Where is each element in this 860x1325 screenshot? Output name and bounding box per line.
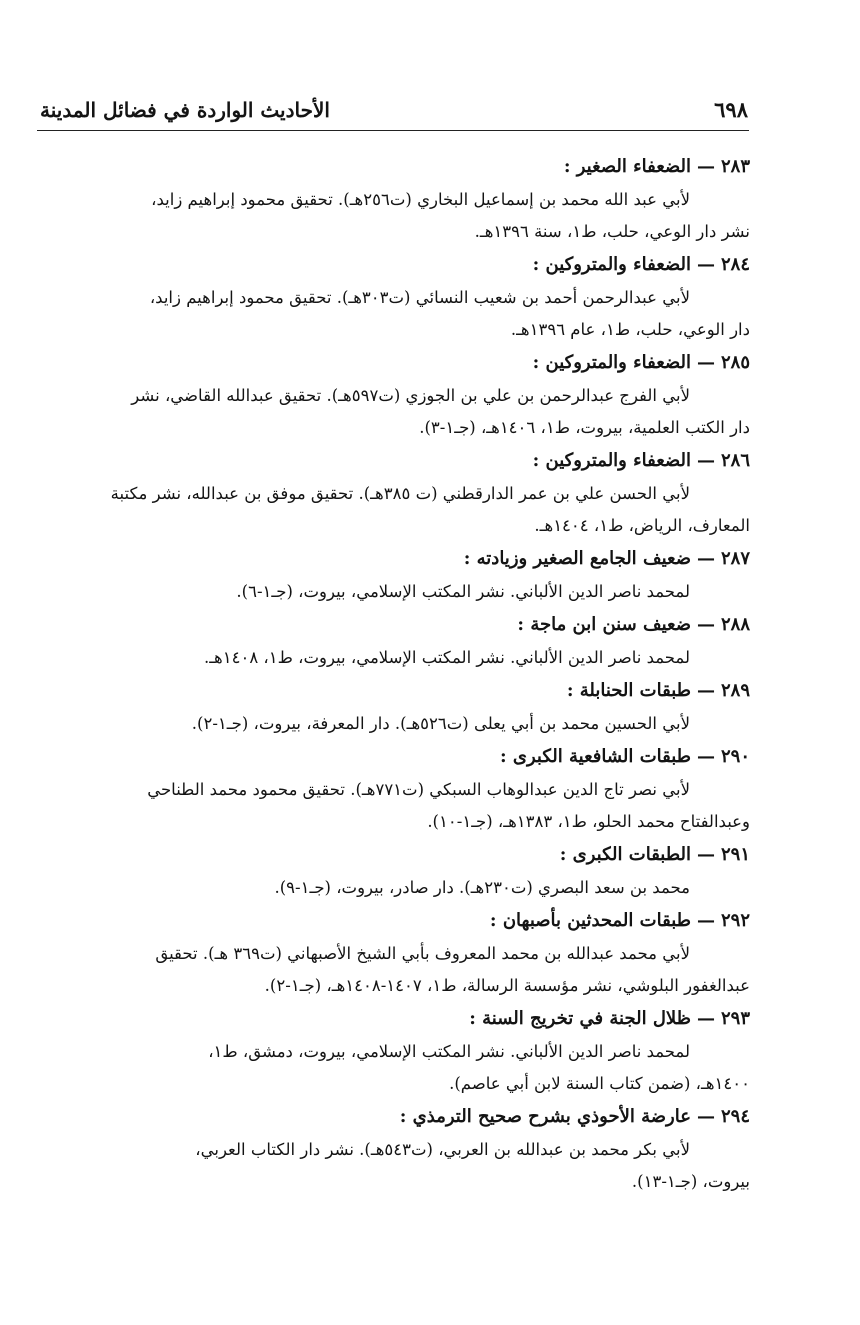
entry-number: ٢٩٠ — [720, 746, 750, 767]
entry-heading — [38, 674, 750, 708]
entry-line: لأبي الحسن علي بن عمر الدارقطني (ت ٣٨٥هـ). تحقيق موفق بن عبدالله، نشر مكتبة — [110, 484, 690, 503]
entry-description — [38, 938, 750, 1002]
page-number: ٦٩٨ — [714, 97, 748, 122]
bibliography-entry — [38, 674, 750, 740]
entry-line: دار الوعي، حلب، ط١، عام ١٣٩٦هـ. — [510, 320, 750, 339]
bibliography-list — [38, 150, 750, 1198]
entry-number: ٢٨٣ — [720, 156, 750, 177]
entry-dash: — — [696, 254, 715, 275]
entry-line: لأبي بكر محمد بن عبدالله بن العربي، (ت٥٤٣هـ). نشر دار الكتاب العربي، — [195, 1140, 690, 1159]
entry-number: ٢٨٧ — [720, 548, 750, 569]
entry-dash: — — [696, 746, 715, 767]
entry-dash: — — [696, 1008, 715, 1029]
header-rule — [37, 130, 749, 131]
bibliography-entry — [38, 346, 750, 444]
entry-title: الطبقات الكبرى : — [559, 844, 691, 865]
entry-line: محمد بن سعد البصري (ت٢٣٠هـ). دار صادر، بيروت، (جـ١-٩). — [274, 878, 690, 897]
entry-number: ٢٨٤ — [720, 254, 750, 275]
entry-description — [38, 774, 750, 838]
bibliography-entry — [38, 1100, 750, 1198]
entry-title: طبقات الشافعية الكبرى : — [499, 746, 691, 767]
entry-number: ٢٩٢ — [720, 910, 750, 931]
entry-title: ضعيف سنن ابن ماجة : — [517, 614, 691, 635]
entry-line: لأبي محمد عبدالله بن محمد المعروف بأبي الشيخ الأصبهاني (ت٣٦٩ هـ). تحقيق — [155, 944, 690, 963]
entry-line: المعارف، الرياض، ط١، ١٤٠٤هـ. — [534, 516, 750, 535]
bibliography-entry — [38, 150, 750, 248]
entry-heading — [38, 444, 750, 478]
entry-dash: — — [696, 450, 715, 471]
entry-dash: — — [696, 680, 715, 701]
entry-dash: — — [696, 156, 715, 177]
entry-line: لأبي الفرج عبدالرحمن بن علي بن الجوزي (ت٥٩٧هـ). تحقيق عبدالله القاضي، نشر — [131, 386, 690, 405]
entry-heading — [38, 838, 750, 872]
entry-description — [38, 708, 690, 740]
entry-line: دار الكتب العلمية، بيروت، ط١، ١٤٠٦هـ، (جـ١-٣). — [419, 418, 750, 437]
entry-number: ٢٨٨ — [720, 614, 750, 635]
entry-description — [38, 184, 750, 248]
entry-title: ظلال الجنة في تخريج السنة : — [469, 1008, 691, 1029]
entry-line: وعبدالفتاح محمد الحلو، ط١، ١٣٨٣هـ، (جـ١-١٠). — [427, 812, 750, 831]
entry-line: لمحمد ناصر الدين الألباني. نشر المكتب الإسلامي، بيروت، ط١، ١٤٠٨هـ. — [203, 648, 690, 667]
entry-description — [38, 478, 750, 542]
entry-title: الضعفاء والمتروكين : — [532, 450, 691, 471]
entry-heading — [38, 1002, 750, 1036]
entry-line: لمحمد ناصر الدين الألباني. نشر المكتب الإسلامي، بيروت، دمشق، ط١، — [208, 1042, 690, 1061]
page-header — [40, 86, 748, 122]
entry-heading — [38, 346, 750, 380]
entry-dash: — — [696, 844, 715, 865]
entry-title: الضعفاء والمتروكين : — [532, 254, 691, 275]
entry-line: نشر دار الوعي، حلب، ط١، سنة ١٣٩٦هـ. — [474, 222, 750, 241]
entry-number: ٢٩٤ — [720, 1106, 750, 1127]
entry-line: لأبي نصر تاج الدين عبدالوهاب السبكي (ت٧٧١هـ). تحقيق محمود محمد الطناحي — [147, 780, 690, 799]
entry-description — [38, 642, 690, 674]
entry-line: ١٤٠٠هـ، (ضمن كتاب السنة لابن أبي عاصم). — [449, 1074, 750, 1093]
entry-dash: — — [696, 614, 715, 635]
entry-title: الضعفاء والمتروكين : — [532, 352, 691, 373]
entry-line: لأبي عبد الله محمد بن إسماعيل البخاري (ت٢٥٦هـ). تحقيق محمود إبراهيم زايد، — [151, 190, 690, 209]
entry-title: عارضة الأحوذي بشرح صحيح الترمذي : — [399, 1106, 691, 1127]
entry-dash: — — [696, 352, 715, 373]
bibliography-entry — [38, 248, 750, 346]
bibliography-entry — [38, 608, 750, 674]
entry-description — [38, 1134, 750, 1198]
bibliography-entry — [38, 1002, 750, 1100]
entry-title: طبقات الحنابلة : — [566, 680, 691, 701]
entry-heading — [38, 904, 750, 938]
bibliography-entry — [38, 542, 750, 608]
entry-heading — [38, 248, 750, 282]
entry-heading — [38, 1100, 750, 1134]
entry-number: ٢٨٦ — [720, 450, 750, 471]
bibliography-entry — [38, 838, 750, 904]
entry-title: الضعفاء الصغير : — [563, 156, 691, 177]
entry-number: ٢٨٩ — [720, 680, 750, 701]
entry-line: لأبي عبدالرحمن أحمد بن شعيب النسائي (ت٣٠٣هـ). تحقيق محمود إبراهيم زايد، — [149, 288, 690, 307]
entry-heading — [38, 740, 750, 774]
entry-line: بيروت، (جـ١-١٣). — [631, 1172, 750, 1191]
entry-description — [38, 576, 690, 608]
entry-line: لمحمد ناصر الدين الألباني. نشر المكتب الإسلامي، بيروت، (جـ١-٦). — [236, 582, 690, 601]
entry-title: ضعيف الجامع الصغير وزيادته : — [463, 548, 691, 569]
entry-description — [38, 282, 750, 346]
entry-description — [38, 872, 690, 904]
bibliography-entry — [38, 904, 750, 1002]
entry-heading — [38, 608, 750, 642]
entry-heading — [38, 542, 750, 576]
entry-description — [38, 1036, 750, 1100]
entry-dash: — — [696, 1106, 715, 1127]
running-title: الأحاديث الواردة في فضائل المدينة — [40, 98, 330, 122]
bibliography-entry — [38, 444, 750, 542]
entry-line: لأبي الحسين محمد بن أبي يعلى (ت٥٢٦هـ). دار المعرفة، بيروت، (جـ١-٢). — [191, 714, 690, 733]
entry-dash: — — [696, 548, 715, 569]
entry-heading — [38, 150, 750, 184]
entry-number: ٢٩٣ — [720, 1008, 750, 1029]
entry-number: ٢٩١ — [720, 844, 750, 865]
entry-title: طبقات المحدثين بأصبهان : — [489, 910, 691, 931]
entry-dash: — — [696, 910, 715, 931]
entry-number: ٢٨٥ — [720, 352, 750, 373]
entry-description — [38, 380, 750, 444]
entry-line: عبدالغفور البلوشي، نشر مؤسسة الرسالة، ط١، ١٤٠٧-١٤٠٨هـ، (جـ١-٢). — [264, 976, 750, 995]
bibliography-entry — [38, 740, 750, 838]
